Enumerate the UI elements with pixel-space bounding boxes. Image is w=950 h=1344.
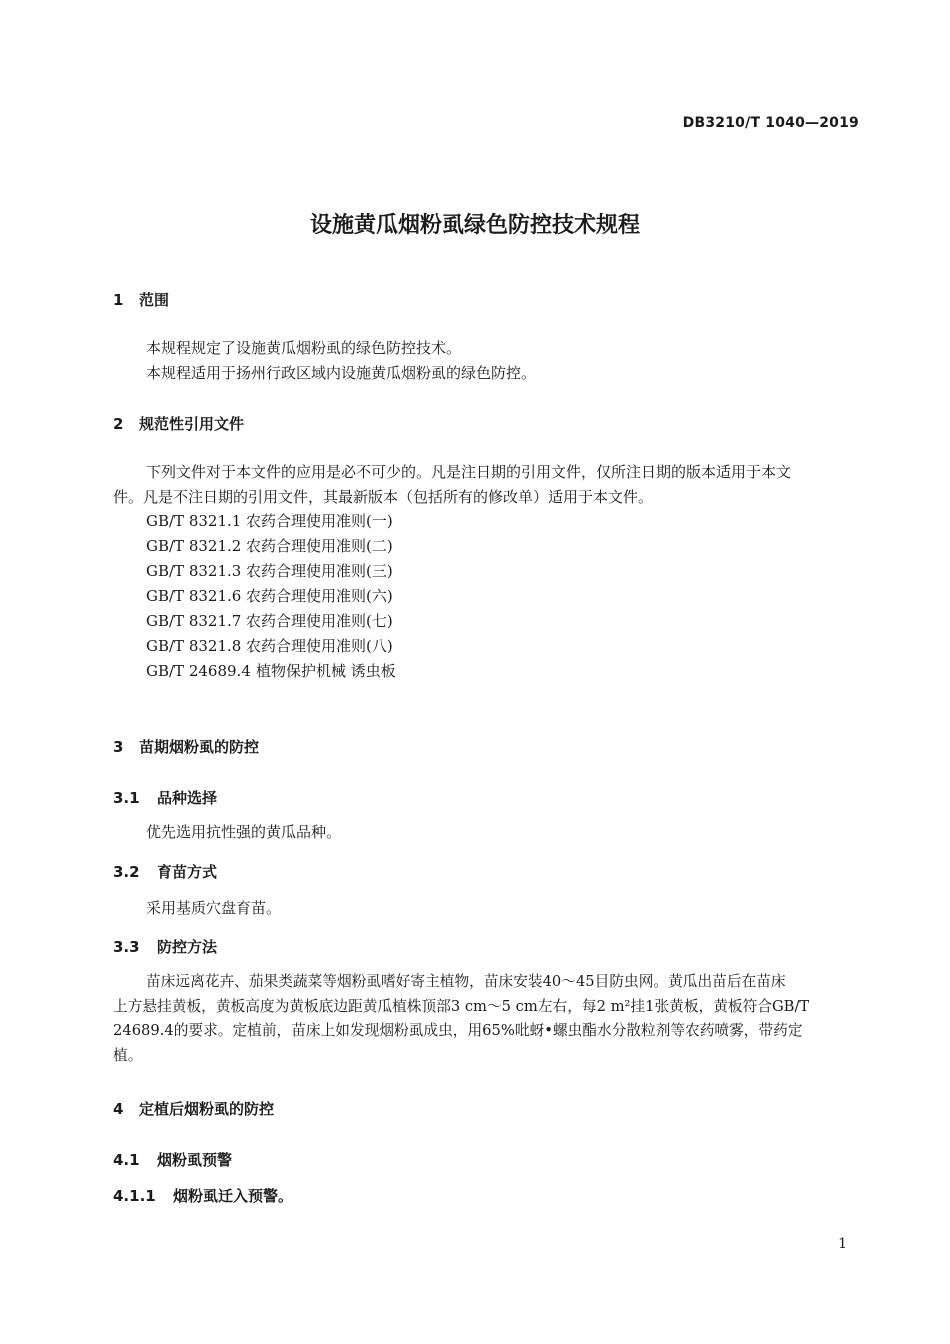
reference-name: 农药合理使用准则(八) bbox=[246, 637, 393, 655]
section-1-body bbox=[113, 336, 861, 385]
section-title: 范围 bbox=[139, 291, 170, 309]
paragraph-line: 本规程适用于扬州行政区域内设施黄瓜烟粉虱的绿色防控。 bbox=[146, 363, 537, 382]
section-2-heading bbox=[113, 413, 244, 434]
section-3-3-body bbox=[113, 970, 861, 1068]
section-title: 定植后烟粉虱的防控 bbox=[139, 1100, 275, 1118]
paragraph-line: 采用基质穴盘育苗。 bbox=[146, 899, 282, 917]
section-title: 规范性引用文件 bbox=[139, 415, 245, 433]
reference-code: GB/T 8321.8 bbox=[146, 637, 242, 655]
reference-code: GB/T 8321.7 bbox=[146, 612, 242, 630]
reference-name: 农药合理使用准则(一) bbox=[246, 512, 393, 530]
reference-code: GB/T 8321.6 bbox=[146, 587, 242, 605]
section-number: 4 bbox=[113, 1100, 124, 1118]
section-title: 烟粉虱迁入预警。 bbox=[173, 1187, 294, 1205]
reference-name: 农药合理使用准则(六) bbox=[246, 587, 393, 605]
paragraph-line: 上方悬挂黄板，黄板高度为黄板底边距黄瓜植株顶部3 cm～5 cm左右，每2 m²挂1张黄板，黄板符合GB/T bbox=[113, 997, 810, 1015]
section-3-2-body bbox=[113, 896, 861, 921]
section-3-3-heading bbox=[113, 936, 217, 957]
reference-code: GB/T 8321.3 bbox=[146, 562, 242, 580]
doc-code: DB3210/T 1040—2019 bbox=[682, 115, 859, 131]
section-number: 3.1 bbox=[113, 789, 140, 807]
doc-title: 设施黄瓜烟粉虱绿色防控技术规程 bbox=[309, 213, 640, 238]
paragraph-line: 24689.4的要求。定植前，苗床上如发现烟粉虱成虫，用65%吡蚜•螺虫酯水分散粒剂等农药喷雾，带药定 bbox=[113, 1022, 803, 1039]
reference-item bbox=[146, 584, 396, 609]
section-number: 3.3 bbox=[113, 938, 140, 956]
paragraph-line: 优先选用抗性强的黄瓜品种。 bbox=[146, 823, 342, 841]
section-title: 品种选择 bbox=[157, 789, 218, 807]
section-3-1-heading bbox=[113, 787, 217, 808]
section-number: 1 bbox=[113, 291, 124, 309]
reference-code: GB/T 8321.1 bbox=[146, 512, 242, 530]
paragraph-line: 件。凡是不注日期的引用文件，其最新版本（包括所有的修改单）适用于本文件。 bbox=[113, 487, 654, 506]
section-4-heading bbox=[113, 1098, 274, 1119]
reference-name: 农药合理使用准则(三) bbox=[246, 562, 393, 580]
paragraph-line: 植。 bbox=[113, 1046, 143, 1064]
section-3-heading bbox=[113, 736, 259, 757]
section-1-heading bbox=[113, 289, 169, 310]
paragraph-line: 苗床远离花卉、茄果类蔬菜等烟粉虱嗜好寄主植物，苗床安装40～45目防虫网。黄瓜出苗后在苗床 bbox=[146, 973, 786, 990]
section-3-1-body bbox=[113, 820, 861, 845]
reference-item bbox=[146, 659, 396, 684]
reference-item bbox=[146, 609, 396, 634]
section-4-1-heading bbox=[113, 1149, 232, 1170]
paragraph-line: 本规程规定了设施黄瓜烟粉虱的绿色防控技术。 bbox=[146, 339, 462, 357]
section-2-body bbox=[113, 460, 861, 509]
section-title: 苗期烟粉虱的防控 bbox=[139, 738, 260, 756]
reference-code: GB/T 24689.4 bbox=[146, 662, 251, 680]
reference-item bbox=[146, 559, 396, 584]
section-4-1-1-heading bbox=[113, 1185, 293, 1206]
reference-code: GB/T 8321.2 bbox=[146, 537, 242, 555]
section-number: 2 bbox=[113, 415, 124, 433]
page-number: 1 bbox=[838, 1236, 847, 1252]
section-number: 4.1.1 bbox=[113, 1187, 156, 1205]
section-number: 3.2 bbox=[113, 863, 140, 881]
reference-name: 农药合理使用准则(七) bbox=[246, 612, 393, 630]
section-number: 4.1 bbox=[113, 1151, 140, 1169]
section-title: 烟粉虱预警 bbox=[157, 1151, 233, 1169]
reference-name: 农药合理使用准则(二) bbox=[246, 537, 393, 555]
reference-name: 植物保护机械 诱虫板 bbox=[256, 662, 396, 680]
paragraph-line: 下列文件对于本文件的应用是必不可少的。凡是注日期的引用文件，仅所注日期的版本适用于本文 bbox=[146, 463, 792, 481]
reference-item bbox=[146, 634, 396, 659]
reference-item bbox=[146, 534, 396, 559]
section-title: 育苗方式 bbox=[157, 863, 218, 881]
section-3-2-heading bbox=[113, 861, 217, 882]
section-number: 3 bbox=[113, 738, 124, 756]
reference-list bbox=[146, 509, 396, 684]
section-title: 防控方法 bbox=[157, 938, 218, 956]
reference-item bbox=[146, 509, 396, 534]
